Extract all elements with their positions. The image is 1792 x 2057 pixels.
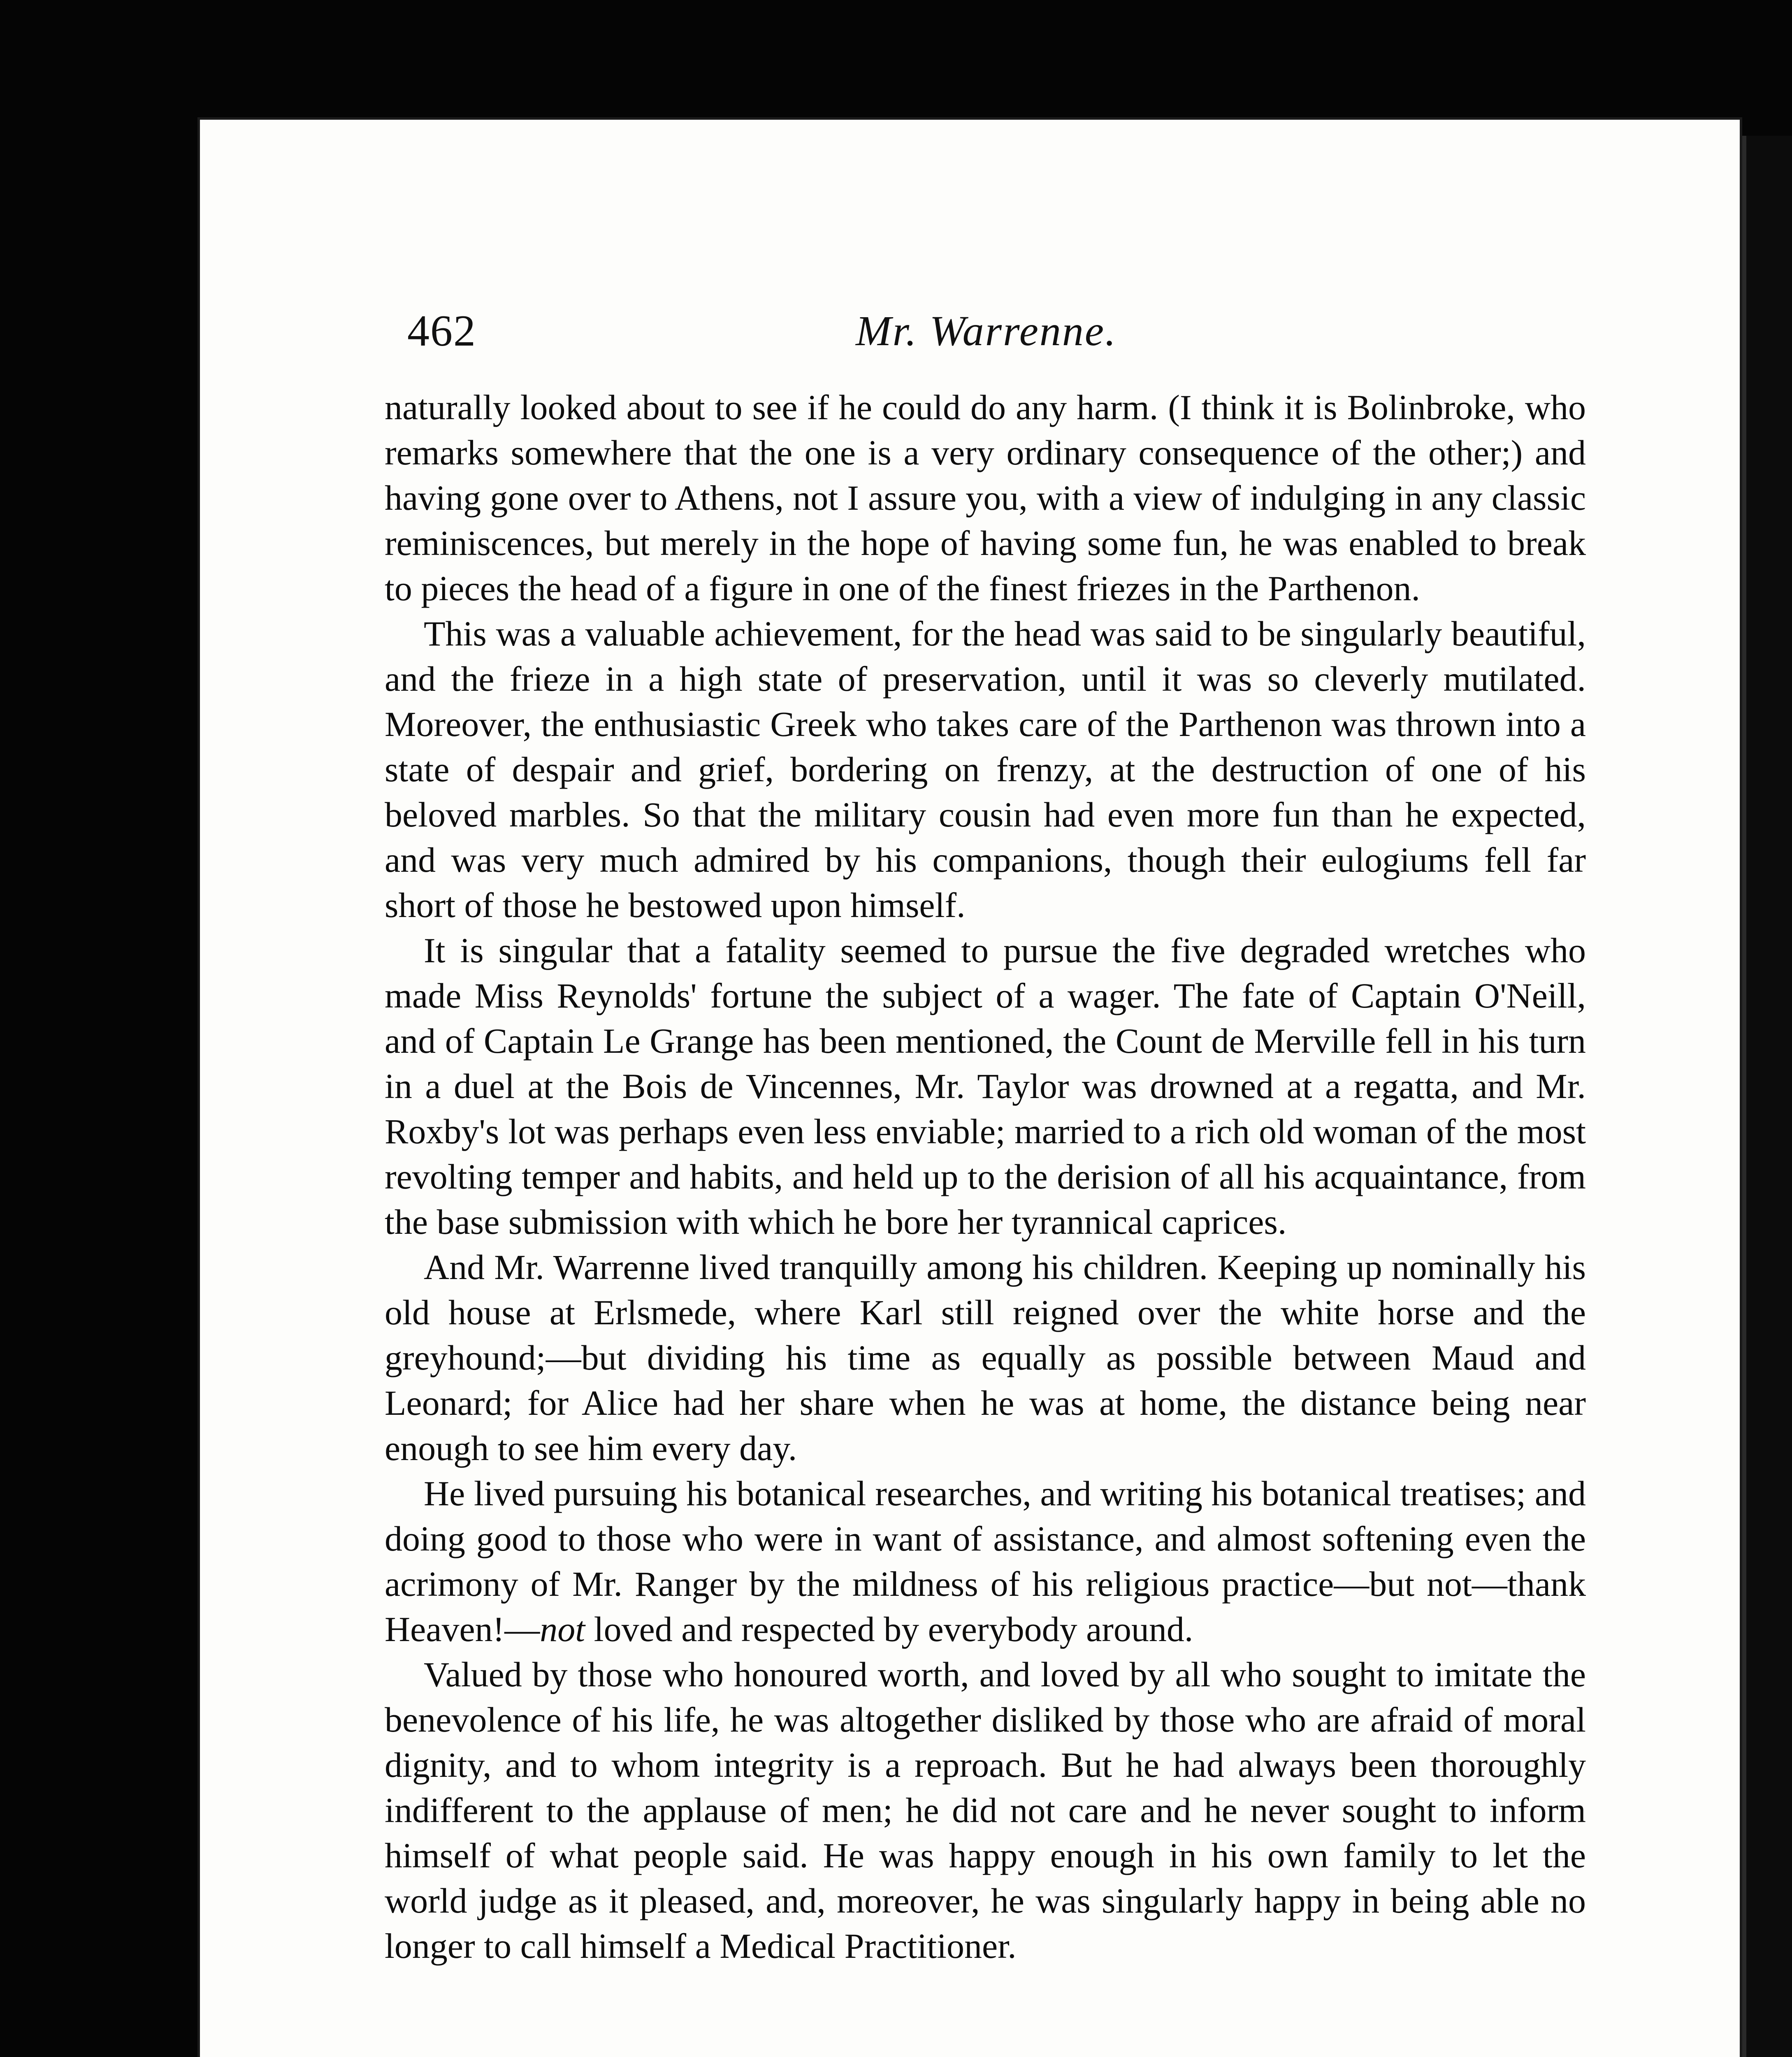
paragraph-1: naturally looked about to see if he could do any harm. (I think it is Bolinbroke, who remarks somewhere that the one is a very ordinary consequence of the other;) and having gone over to Athens, not I assure you, with a view of indulging in any classic reminiscences, but merely in the hope of having some fun, he was enabled to break to pieces the head of a figure in one of the finest friezes in the Parthenon. [385,388,1586,608]
page-edge [1742,136,1792,2057]
paragraph-5-text-b: loved and respected by everybody around. [585,1609,1193,1649]
paragraph-5-emphasis: not [540,1609,585,1649]
running-title: Mr. Warrenne. [856,307,1117,355]
running-head [407,304,1477,358]
paragraph-3: It is singular that a fatality seemed to pursue the five degraded wretches who made Miss Reynolds' fortune the subject of a wager. The fate of Captain O'Neill, and of Captain Le Grange has been mentioned, the Count de Merville fell in his turn in a duel at the Bois de Vincennes, Mr. Taylor was drowned at a regatta, and Mr. Roxby's lot was perhaps even less enviable; married to a rich old woman of the most revolting temper and habits, and held up to the derision of all his acquaintance, from the base submission with which he bore her tyrannical caprices. [385,931,1586,1242]
page-number: 462 [407,306,476,355]
paragraph-2: This was a valuable achievement, for the head was said to be singularly beautiful, and the frieze in a high state of preservation, until it was so cleverly mutilated. Moreover, the enthusiastic Greek who takes care of the Parthenon was thrown into a state of despair and grief, bordering on frenzy, at the destruction of one of his beloved marbles. So that the military cousin had even more fun than he expected, and was very much admired by his companions, though their eulogiums fell far short of those he bestowed upon himself. [385,614,1586,925]
paragraph-4: And Mr. Warrenne lived tranquilly among his children. Keeping up nominally his old house at Erlsmede, where Karl still reigned over the white horse and the greyhound;—but dividing his time as equally as possible between Maud and Leonard; for Alice had her share when he was at home, the distance being near enough to see him every day. [385,1247,1586,1468]
paragraph-5 [385,1471,1586,1652]
paragraph-5-text-a: He lived pursuing his botanical researches, and writing his botanical treatises; and doing good to those who were in want of assistance, and almost softening even the acrimony of Mr. Ranger by the mildness of his religious practice—but not—thank Heaven!— [385,1474,1586,1649]
paragraph-6: Valued by those who honoured worth, and loved by all who sought to imitate the benevolence of his life, he was altogether disliked by those who are afraid of moral dignity, and to whom integrity is a reproach. But he had always been thoroughly indifferent to the applause of men; he did not care and he never sought to inform himself of what people said. He was happy enough in his own family to let the world judge as it pleased, and, moreover, he was singularly happy in being able no longer to call himself a Medical Practitioner. [385,1655,1586,1966]
body-text [385,385,1586,1969]
